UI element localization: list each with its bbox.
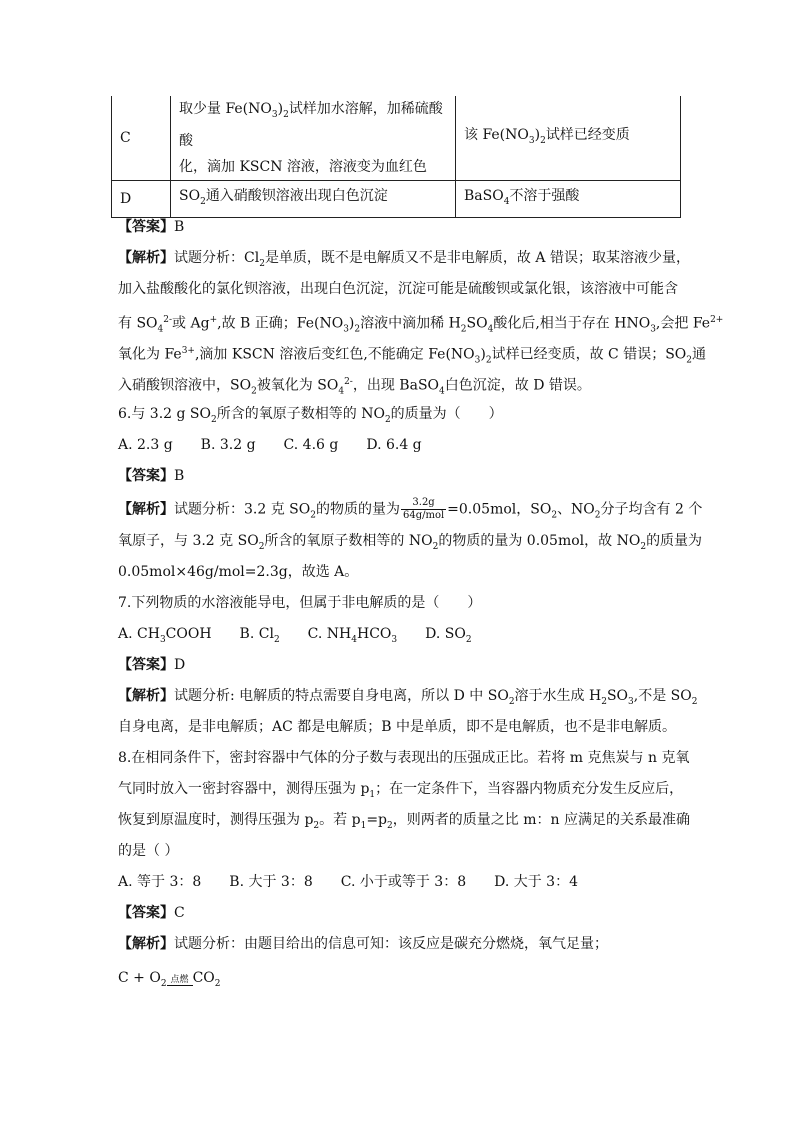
row-label: D — [112, 180, 171, 217]
question-stem: 7.下列物质的水溶液能导电，但属于非电解质的是（ ） — [118, 595, 482, 611]
analysis-line: 氧原子，与 3.2 克 $SO_2$所含的氧原子数相等的 $NO_2$的物质的量为 0.05mol，故 $NO_2$的质量为 — [118, 533, 703, 552]
analysis-line: 【解析】试题分析：$Cl_2$是单质，既不是电解质又不是非电解质，故 A 错误；取某溶液少量， — [118, 250, 690, 269]
row-conclusion: 该 $Fe(NO_3)_2$试样已经变质 — [456, 96, 681, 180]
question-stem: 的是（ ） — [118, 843, 179, 859]
question-stem: 气同时放入一密封容器中，测得压强为 $p_1$；在一定条件下，当容器内物质充分发生反应后， — [118, 781, 684, 800]
answer-line: 【答案】C — [118, 905, 185, 921]
fraction: $\frac{3.2g}{\text{64g/mol}}$ — [402, 497, 445, 521]
question-options: A. 等于 3：8 B. 大于 3：8 C. 小于或等于 3：8 D. 大于 3：4 — [118, 874, 578, 890]
question-stem: 6.与 3.2 g $SO_2$所含的氧原子数相等的 $NO_2$的质量为（ ） — [118, 406, 503, 425]
chemical-equation: $C + O_2$ 点燃 $CO_2$ — [118, 970, 221, 989]
analysis-line: 【解析】试题分析：由题目给出的信息可知：该反应是碳充分燃烧，氧气足量； — [118, 936, 608, 952]
analysis-line: 【解析】试题分析：3.2 克 $SO_2$的物质的量为 $\frac{3.2g}{\text{64g/mol}}$ =0.05mol，$SO_2$、$NO_2$分子均含有 2 个 — [118, 497, 703, 521]
analysis-line: 自身电离，是非电解质；AC 都是电解质；B 中是单质，即不是电解质，也不是非电解质。 — [118, 719, 677, 735]
table-row — [112, 96, 681, 180]
question-stem: 8.在相同条件下，密封容器中气体的分子数与表现出的压强成正比。若将 m 克焦炭与 n 克氧 — [118, 750, 690, 766]
answer-line: 【答案】B — [118, 468, 185, 484]
row-operation: 取少量 $Fe(NO_3)_2$试样加水溶解，加稀硫酸酸 化，滴加 KSCN 溶液，溶液变为血红色 — [171, 96, 456, 180]
question-stem: 恢复到原温度时，测得压强为 $p_2$。若 $p_1=p_2$，则两者的质量之比 m：n 应满足的关系最准确 — [118, 812, 690, 831]
answer-line: 【答案】B — [118, 219, 185, 235]
question-options: A. 2.3 g B. 3.2 g C. 4.6 g D. 6.4 g — [118, 437, 422, 453]
analysis-line: 【解析】试题分析: 电解质的特点需要自身电离，所以 D 中 $SO_2$溶于水生成 $H_2SO_3$,不是 $SO_2$ — [118, 688, 698, 707]
analysis-line: 氧化为 $Fe^{3+}$,滴加 KSCN 溶液后变红色,不能确定 $Fe(NO_3)_2$试样已经变质，故 C 错误；$SO_2$通 — [118, 346, 707, 366]
answer-line: 【答案】D — [118, 657, 186, 673]
question-options: A. $CH_3COOH$ B. $Cl_2$ C. $NH_4HCO_3$ D. $SO_2$ — [118, 626, 472, 645]
analysis-line: 入硝酸钡溶液中，$SO_2$被氧化为 $SO_4^{2-}$，出现 BaSO$_4$白色沉淀，故 D 错误。 — [118, 377, 591, 397]
reaction-condition: 点燃 — [167, 975, 193, 986]
options-table — [111, 96, 681, 218]
row-operation: $SO_2$通入硝酸钡溶液出现白色沉淀 — [171, 180, 456, 217]
analysis-line: 0.05mol×46g/mol=2.3g，故选 A。 — [118, 564, 359, 580]
row-label: C — [112, 96, 171, 180]
row-conclusion: BaSO$_4$不溶于强酸 — [456, 180, 681, 217]
table-row — [112, 180, 681, 217]
analysis-line: 有 $SO_4^{2-}$或 Ag+,故 B 正确；$Fe(NO_3)_2$溶液中滴加稀 $H_2SO_4$酸化后,相当于存在 $HNO_3$,会把 $Fe^{2+}$ — [118, 315, 724, 335]
analysis-line: 加入盐酸酸化的氯化钡溶液，出现白色沉淀，沉淀可能是硫酸钡或氯化银，该溶液中可能含 — [118, 281, 678, 297]
